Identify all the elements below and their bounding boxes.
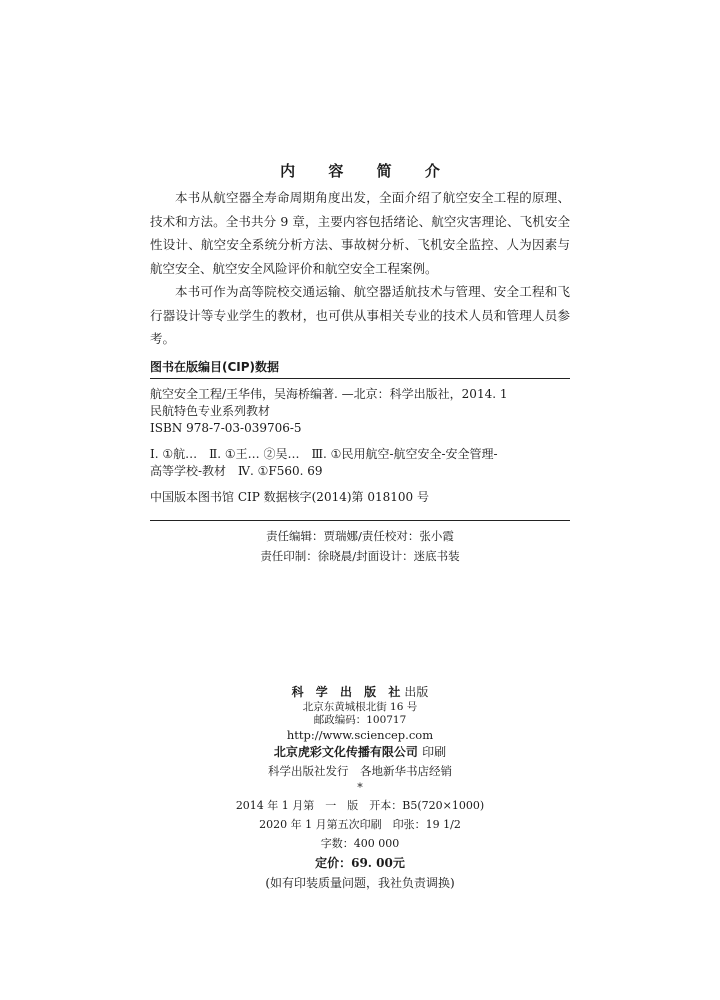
summary-paragraph: 本书从航空器全寿命周期角度出发，全面介绍了航空安全工程的原理、技术和方法。全书共分 9 章，主要内容包括绪论、航空灾害理论、飞机安全性设计、航空安全系统分析方法、事故树分析、飞机安全监控、人为因素与航空安全、航空安全风险评价和航空安全工程案例。 [150, 190, 570, 276]
editorial-credits [150, 526, 570, 566]
publisher-name: 科 学 出 版 社 [291, 685, 405, 699]
price: 定价：69. 00元 [315, 856, 405, 870]
distribution-line: 科学出版社发行 各地新华书店经销 [268, 764, 452, 778]
word-count: 字数：400 000 [320, 837, 400, 850]
cip-record-number: 中国版本图书馆 CIP 数据核字(2014)第 018100 号 [150, 490, 429, 504]
cip-line: ISBN 978-7-03-039706-5 [150, 421, 302, 435]
quality-note: (如有印装质量问题，我社负责调换) [265, 876, 455, 890]
printer-name: 北京虎彩文化传播有限公司 [273, 745, 418, 759]
publisher-url: http://www.sciencep.com [286, 728, 434, 742]
cip-classification-line: Ⅰ. ①航… Ⅱ. ①王… ②吴… Ⅲ. ①民用航空-航空安全-安全管理- [150, 447, 498, 461]
cip-title: 图书在版编目(CIP)数据 [150, 360, 280, 374]
printer-line [150, 743, 570, 762]
cip-classification-line: 高等学校-教材 Ⅳ. ①F560. 69 [150, 464, 323, 478]
separator-star: * [357, 781, 363, 794]
cip-line: 民航特色专业系列教材 [150, 404, 271, 418]
summary-heading: 内 容 简 介 [280, 162, 454, 180]
publisher-line [150, 684, 570, 701]
cip-line: 航空安全工程/王华伟，吴海桥编著. —北京：科学出版社，2014. 1 [150, 387, 508, 401]
summary-paragraph: 本书可作为高等院校交通运输、航空器适航技术与管理、安全工程和飞行器设计等专业学生的教材，也可供从事相关专业的技术人员和管理人员参考。 [150, 284, 570, 346]
publisher-address: 北京东黄城根北街 16 号 [302, 701, 418, 713]
credits-line: 责任编辑：贾瑞娜/责任校对：张小霞 [266, 529, 454, 543]
cip-bottom-rule [150, 520, 570, 521]
printing-line: 2020 年 1 月第五次印刷 印张：19 1/2 [259, 818, 461, 831]
cip-data-block [150, 386, 570, 506]
printer-suffix: 印刷 [422, 745, 447, 759]
imprint-block [150, 684, 570, 893]
publisher-postcode: 邮政编码：100717 [313, 714, 407, 726]
book-summary [150, 186, 570, 351]
credits-line: 责任印制：徐晓晨/封面设计：迷底书装 [260, 549, 460, 563]
publisher-suffix: 出版 [404, 685, 429, 699]
cip-top-rule [150, 378, 570, 379]
edition-line: 2014 年 1 月第 一 版 开本：B5(720×1000) [235, 799, 485, 812]
